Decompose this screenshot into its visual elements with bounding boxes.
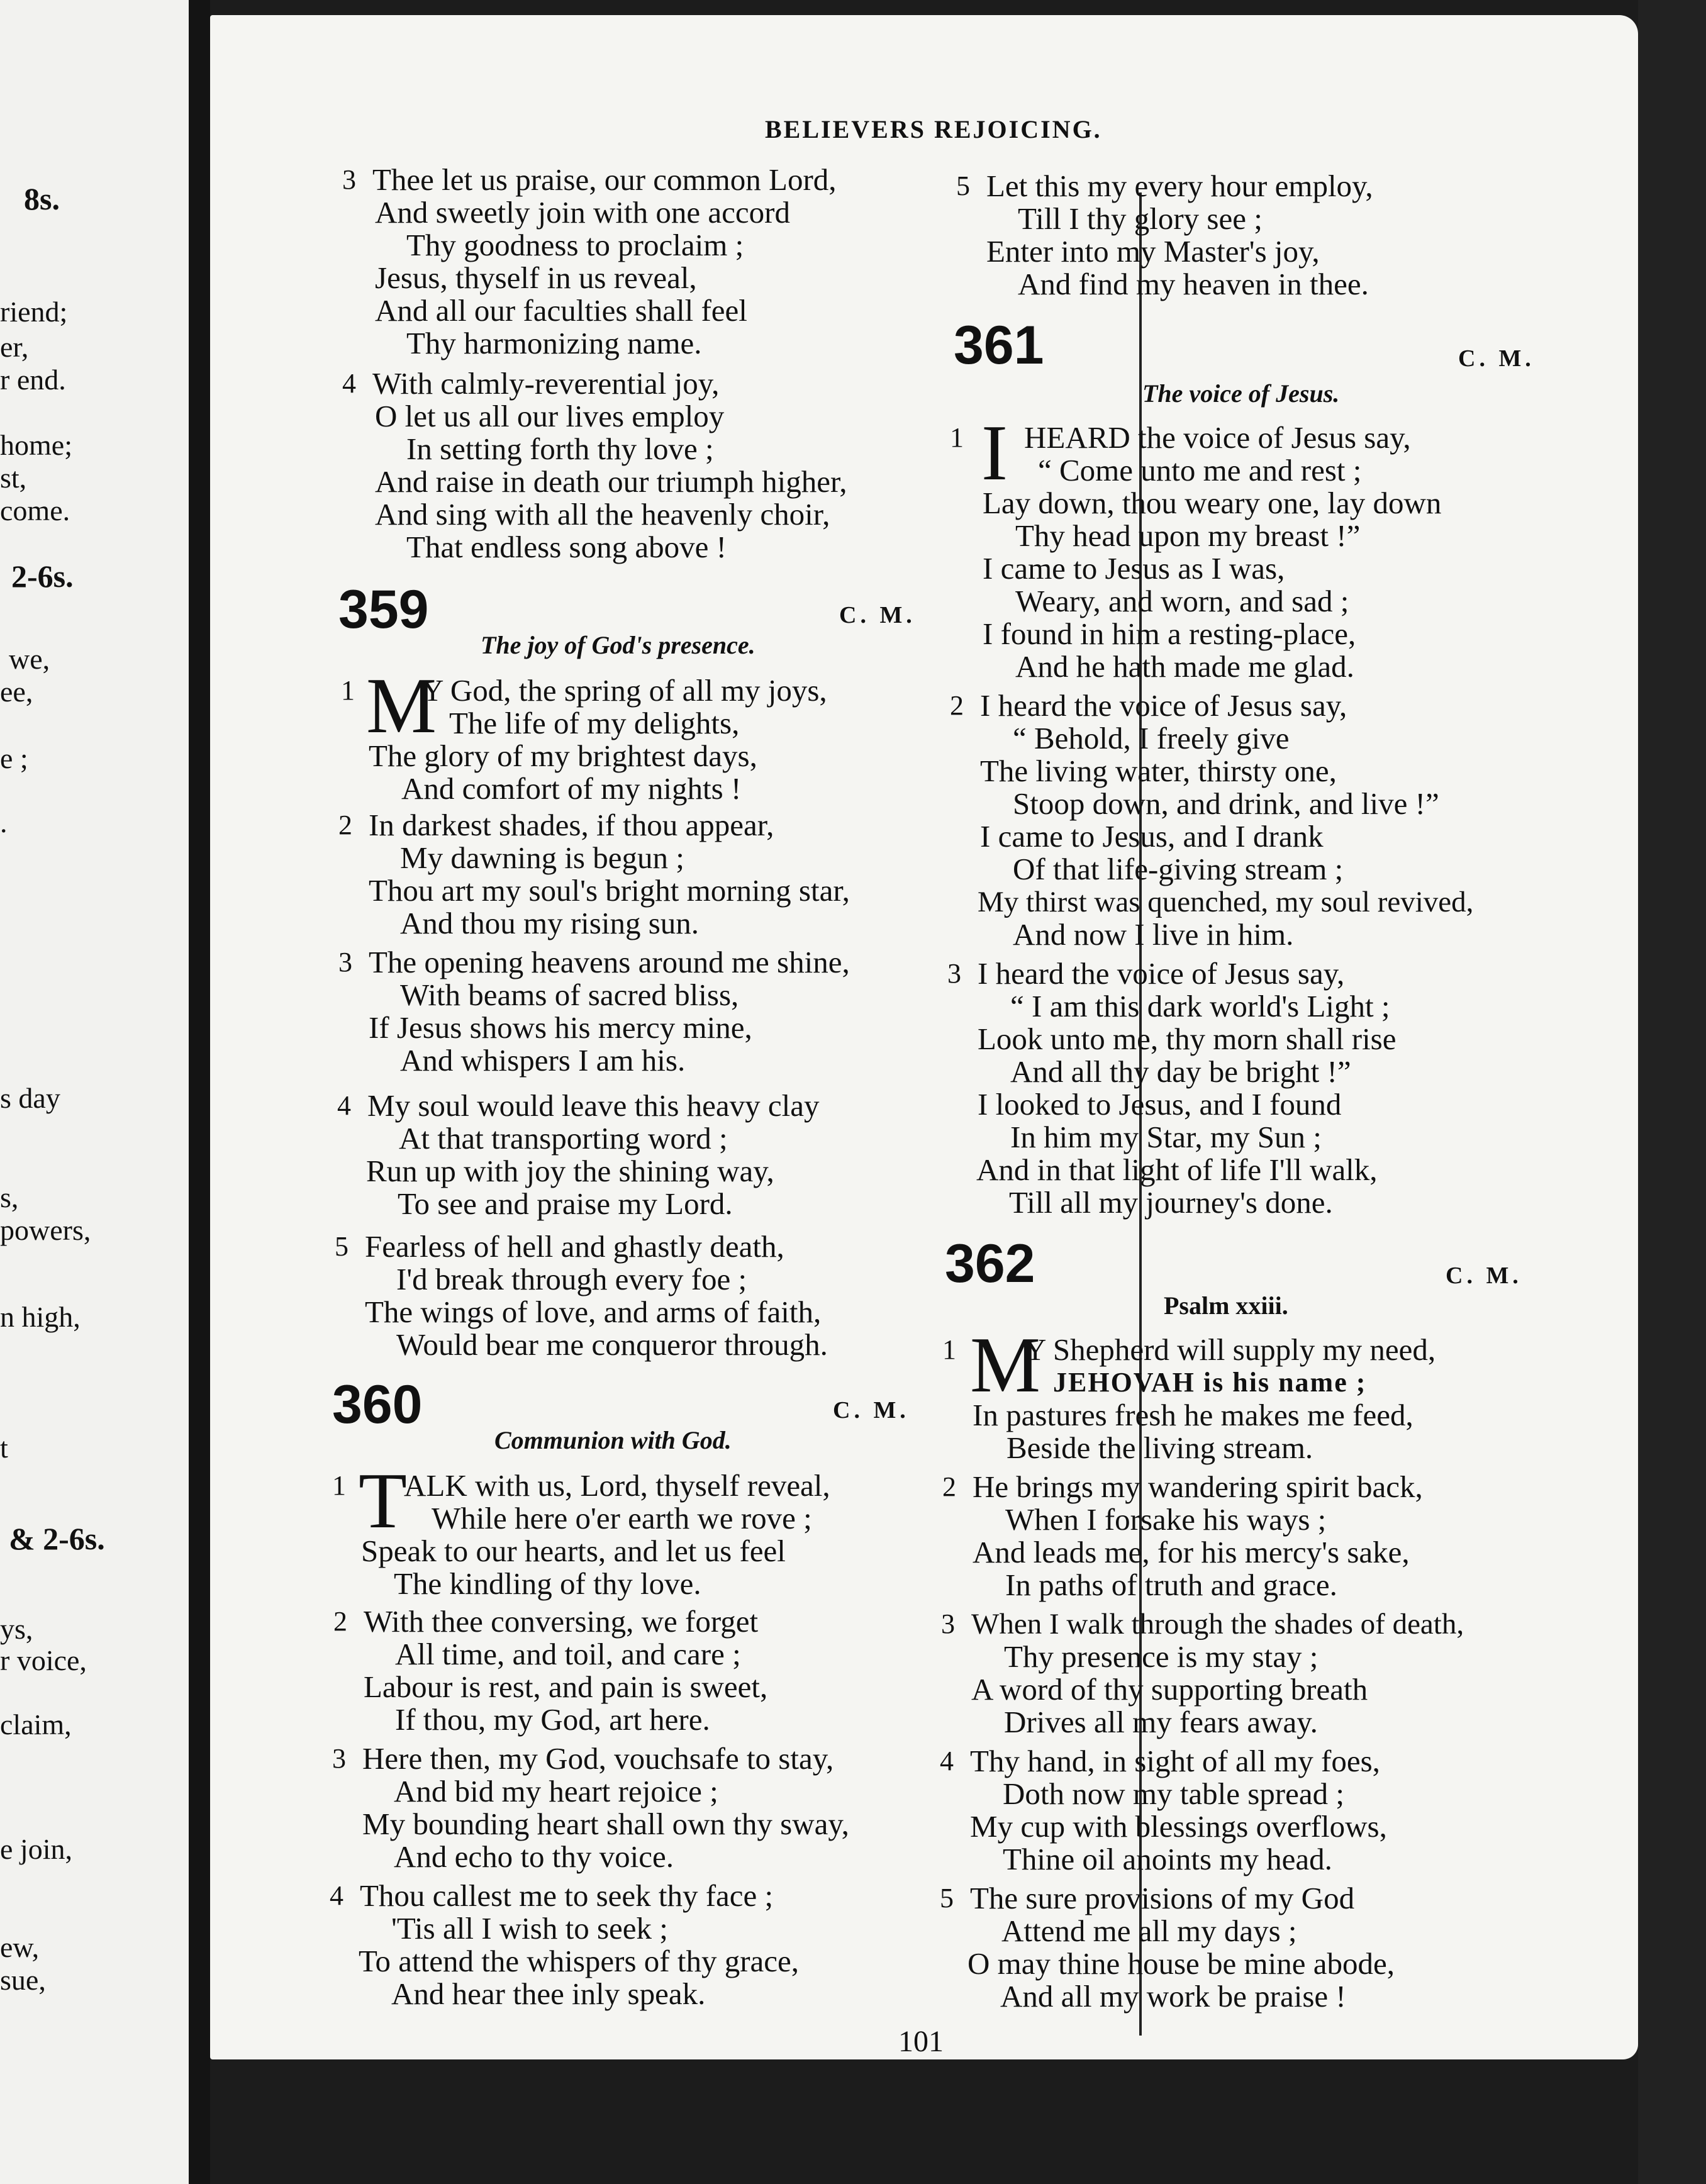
verse-line: And thou my rising sun. xyxy=(400,906,700,940)
hymn-meter: C. M. xyxy=(839,602,916,628)
verse-line: And raise in death our triumph higher, xyxy=(375,464,847,499)
verse-number: 5 xyxy=(940,1883,954,1914)
verse-line: Y God, the spring of all my joys, xyxy=(421,673,827,708)
verse-line: “ Behold, I freely give xyxy=(1013,721,1290,755)
verse-number: 4 xyxy=(342,368,356,399)
left-fragment: 8s. xyxy=(24,181,60,216)
verse-line: I came to Jesus, and I drank xyxy=(980,819,1324,854)
verse-number: 4 xyxy=(330,1880,343,1911)
verse-line: In darkest shades, if thou appear, xyxy=(369,808,774,842)
verse-line: And bid my heart rejoice ; xyxy=(394,1774,718,1808)
verse-number: 3 xyxy=(941,1608,955,1639)
verse-number: 5 xyxy=(335,1231,348,1262)
running-header: BELIEVERS REJOICING. xyxy=(765,115,1102,143)
verse-line: That endless song above ! xyxy=(406,530,727,564)
verse-line: The life of my delights, xyxy=(449,706,740,740)
verse-number: 1 xyxy=(950,422,964,453)
verse-line: Stoop down, and drink, and live !” xyxy=(1013,786,1439,821)
left-fragment: r voice, xyxy=(0,1644,87,1676)
verse-line: Till I thy glory see ; xyxy=(1018,201,1263,236)
verse-number: 5 xyxy=(956,170,970,201)
left-fragment: . xyxy=(0,806,8,838)
verse-number: 1 xyxy=(341,675,355,706)
verse-number: 4 xyxy=(337,1090,351,1121)
left-fragment: we, xyxy=(9,643,50,675)
verse-line: And he hath made me glad. xyxy=(1015,649,1354,684)
verse-line: Attend me all my days ; xyxy=(1001,1914,1297,1948)
hymnal-page xyxy=(210,15,1638,2059)
verse-line: Speak to our hearts, and let us feel xyxy=(361,1534,786,1568)
verse-line: Weary, and worn, and sad ; xyxy=(1015,584,1349,618)
verse-line: He brings my wandering spirit back, xyxy=(973,1469,1423,1504)
drop-cap: T xyxy=(359,1457,407,1545)
verse-line: When I forsake his ways ; xyxy=(1005,1502,1327,1537)
left-fragment: ee, xyxy=(0,676,33,708)
verse-line: With thee conversing, we forget xyxy=(364,1604,759,1639)
verse-line: And sweetly join with one accord xyxy=(375,195,790,230)
verse-line: At that transporting word ; xyxy=(399,1121,728,1156)
verse-line: HEARD the voice of Jesus say, xyxy=(1024,420,1411,455)
verse-line: The sure provisions of my God xyxy=(970,1881,1355,1915)
verse-line: ALK with us, Lord, thyself reveal, xyxy=(404,1468,830,1503)
verse-line: In paths of truth and grace. xyxy=(1005,1568,1337,1602)
verse-line: The opening heavens around me shine, xyxy=(369,945,850,979)
verse-line: I looked to Jesus, and I found xyxy=(978,1087,1342,1122)
left-fragment: ys, xyxy=(0,1613,33,1645)
verse-line: And echo to thy voice. xyxy=(394,1839,674,1874)
verse-line: And all my work be praise ! xyxy=(1000,1979,1346,2014)
verse-line: Doth now my table spread ; xyxy=(1003,1776,1344,1811)
left-fragment: 2-6s. xyxy=(11,559,74,594)
hymn-meter: C. M. xyxy=(1446,1262,1522,1289)
verse-line: Jesus, thyself in us reveal, xyxy=(375,260,697,295)
verse-line: All time, and toil, and care ; xyxy=(395,1637,741,1671)
verse-line: Lay down, thou weary one, lay down xyxy=(983,486,1442,520)
left-fragment: n high, xyxy=(0,1301,81,1333)
verse-line: 'Tis all I wish to seek ; xyxy=(391,1911,668,1946)
verse-line: My cup with blessings overflows, xyxy=(970,1809,1387,1844)
hymn-meter: C. M. xyxy=(833,1397,910,1424)
verse-number: 3 xyxy=(342,164,356,195)
verse-line: Look unto me, thy morn shall rise xyxy=(978,1022,1397,1056)
verse-line: JEHOVAH is his name ; xyxy=(1053,1367,1367,1398)
page-shadow xyxy=(1638,0,1706,2184)
left-fragment: e join, xyxy=(0,1833,72,1865)
verse-line: In him my Star, my Sun ; xyxy=(1010,1120,1322,1154)
verse-line: My dawning is begun ; xyxy=(400,840,684,875)
verse-line: If Jesus shows his mercy mine, xyxy=(369,1010,752,1045)
verse-line: Thou callest me to seek thy face ; xyxy=(360,1878,774,1913)
hymn-title: Psalm xxiii. xyxy=(1164,1291,1288,1320)
verse-number: 2 xyxy=(950,690,964,721)
verse-line: Till all my journey's done. xyxy=(1009,1185,1333,1220)
verse-line: And in that light of life I'll walk, xyxy=(976,1152,1378,1187)
verse-line: And all our faculties shall feel xyxy=(375,293,747,328)
verse-number: 2 xyxy=(942,1471,956,1502)
left-fragment: r end. xyxy=(0,364,66,396)
verse-number: 4 xyxy=(940,1746,954,1776)
hymn-title: Communion with God. xyxy=(494,1426,732,1454)
verse-line: Thy head upon my breast !” xyxy=(1015,518,1361,553)
hymn-title: The voice of Jesus. xyxy=(1142,379,1340,408)
hymn-title: The joy of God's presence. xyxy=(481,631,755,659)
verse-line: Would bear me conqueror through. xyxy=(396,1327,828,1362)
verse-line: The kindling of thy love. xyxy=(394,1566,701,1601)
drop-cap: M xyxy=(970,1322,1041,1409)
left-fragment: er, xyxy=(0,331,29,363)
left-fragment: come. xyxy=(0,494,70,526)
verse-line: O may thine house be mine abode, xyxy=(967,1946,1395,1981)
verse-line: Enter into my Master's joy, xyxy=(986,234,1320,269)
verse-line: A word of thy supporting breath xyxy=(971,1672,1368,1707)
verse-line: And find my heaven in thee. xyxy=(1018,267,1369,301)
verse-line: And comfort of my nights ! xyxy=(401,771,742,806)
left-fragment: claim, xyxy=(0,1708,72,1741)
verse-line: In setting forth thy love ; xyxy=(406,432,714,466)
verse-line: The living water, thirsty one, xyxy=(980,754,1337,788)
verse-line: Thou art my soul's bright morning star, xyxy=(369,873,850,908)
verse-line: I came to Jesus as I was, xyxy=(983,551,1285,586)
hymn-number: 361 xyxy=(954,315,1044,376)
hymn-number: 360 xyxy=(332,1374,423,1435)
verse-number: 2 xyxy=(338,810,352,840)
left-fragment: s, xyxy=(0,1181,19,1213)
hymn-meter: C. M. xyxy=(1458,345,1535,372)
verse-line: In pastures fresh he makes me feed, xyxy=(973,1398,1413,1432)
verse-line: Y Shepherd will supply my need, xyxy=(1024,1332,1436,1367)
verse-line: Labour is rest, and pain is sweet, xyxy=(364,1669,768,1704)
verse-line: I heard the voice of Jesus say, xyxy=(978,956,1345,991)
verse-line: With beams of sacred bliss, xyxy=(400,978,739,1012)
verse-line: With calmly-reverential joy, xyxy=(372,366,720,401)
left-fragment: st, xyxy=(0,462,27,494)
verse-line: “ I am this dark world's Light ; xyxy=(1010,989,1390,1023)
verse-line: The glory of my brightest days, xyxy=(369,738,757,773)
verse-number: 3 xyxy=(947,958,961,989)
verse-line: I found in him a resting-place, xyxy=(983,616,1356,651)
verse-line: Thy hand, in sight of all my foes, xyxy=(970,1744,1380,1778)
hymn-number: 362 xyxy=(945,1234,1035,1294)
verse-line: And now I live in him. xyxy=(1013,917,1294,952)
verse-line: Drives all my fears away. xyxy=(1004,1705,1318,1739)
verse-line: Thee let us praise, our common Lord, xyxy=(372,162,837,197)
left-fragment: riend; xyxy=(0,296,68,328)
left-page-edge xyxy=(0,0,189,2184)
verse-line: Fearless of hell and ghastly death, xyxy=(365,1229,784,1264)
verse-line: Run up with joy the shining way, xyxy=(366,1154,774,1188)
left-fragment: home; xyxy=(0,429,72,461)
verse-number: 2 xyxy=(333,1606,347,1637)
verse-line: Here then, my God, vouchsafe to stay, xyxy=(362,1741,834,1776)
drop-cap: I xyxy=(981,410,1008,497)
book-spine xyxy=(189,0,210,2184)
verse-line: I'd break through every foe ; xyxy=(396,1262,747,1296)
verse-line: The wings of love, and arms of faith, xyxy=(365,1295,822,1329)
verse-line: My thirst was quenched, my soul revived, xyxy=(978,886,1474,918)
verse-line: To attend the whispers of thy grace, xyxy=(359,1944,800,1978)
left-fragment: & 2-6s. xyxy=(9,1521,105,1556)
verse-line: “ Come unto me and rest ; xyxy=(1038,453,1362,488)
verse-number: 1 xyxy=(332,1470,346,1501)
verse-line: To see and praise my Lord. xyxy=(398,1186,733,1221)
verse-line: Thy goodness to proclaim ; xyxy=(406,228,744,262)
verse-line: I heard the voice of Jesus say, xyxy=(980,688,1347,723)
verse-line: While here o'er earth we rove ; xyxy=(432,1501,812,1535)
left-fragment: e ; xyxy=(0,742,28,774)
verse-line: If thou, my God, art here. xyxy=(395,1702,710,1737)
left-fragment: powers, xyxy=(0,1214,91,1246)
verse-line: O let us all our lives employ xyxy=(375,399,725,433)
left-fragment: s day xyxy=(0,1082,60,1114)
verse-line: And whispers I am his. xyxy=(400,1043,686,1078)
verse-line: My soul would leave this heavy clay xyxy=(367,1088,820,1123)
left-fragment: sue, xyxy=(0,1964,46,1996)
verse-line: Let this my every hour employ, xyxy=(986,169,1373,203)
verse-line: Thy harmonizing name. xyxy=(406,326,702,360)
verse-number: 3 xyxy=(332,1743,346,1774)
verse-line: And all thy day be bright !” xyxy=(1010,1054,1351,1089)
verse-line: Beside the living stream. xyxy=(1006,1430,1313,1465)
verse-line: Thy presence is my stay ; xyxy=(1004,1639,1319,1674)
verse-line: And sing with all the heavenly choir, xyxy=(375,497,830,532)
verse-line: And leads me, for his mercy's sake, xyxy=(973,1535,1410,1569)
verse-line: When I walk through the shades of death, xyxy=(971,1608,1464,1641)
drop-cap: M xyxy=(366,662,437,750)
verse-line: My bounding heart shall own thy sway, xyxy=(362,1807,849,1841)
hymn-number: 359 xyxy=(338,579,429,640)
verse-number: 1 xyxy=(942,1334,956,1365)
verse-line: And hear thee inly speak. xyxy=(391,1976,706,2011)
page-number: 101 xyxy=(898,2025,944,2058)
verse-line: Thine oil anoints my head. xyxy=(1003,1842,1332,1876)
verse-line: Of that life-giving stream ; xyxy=(1013,852,1344,886)
left-fragment: t xyxy=(0,1432,8,1464)
left-fragment: ew, xyxy=(0,1931,40,1963)
verse-number: 3 xyxy=(338,947,352,978)
